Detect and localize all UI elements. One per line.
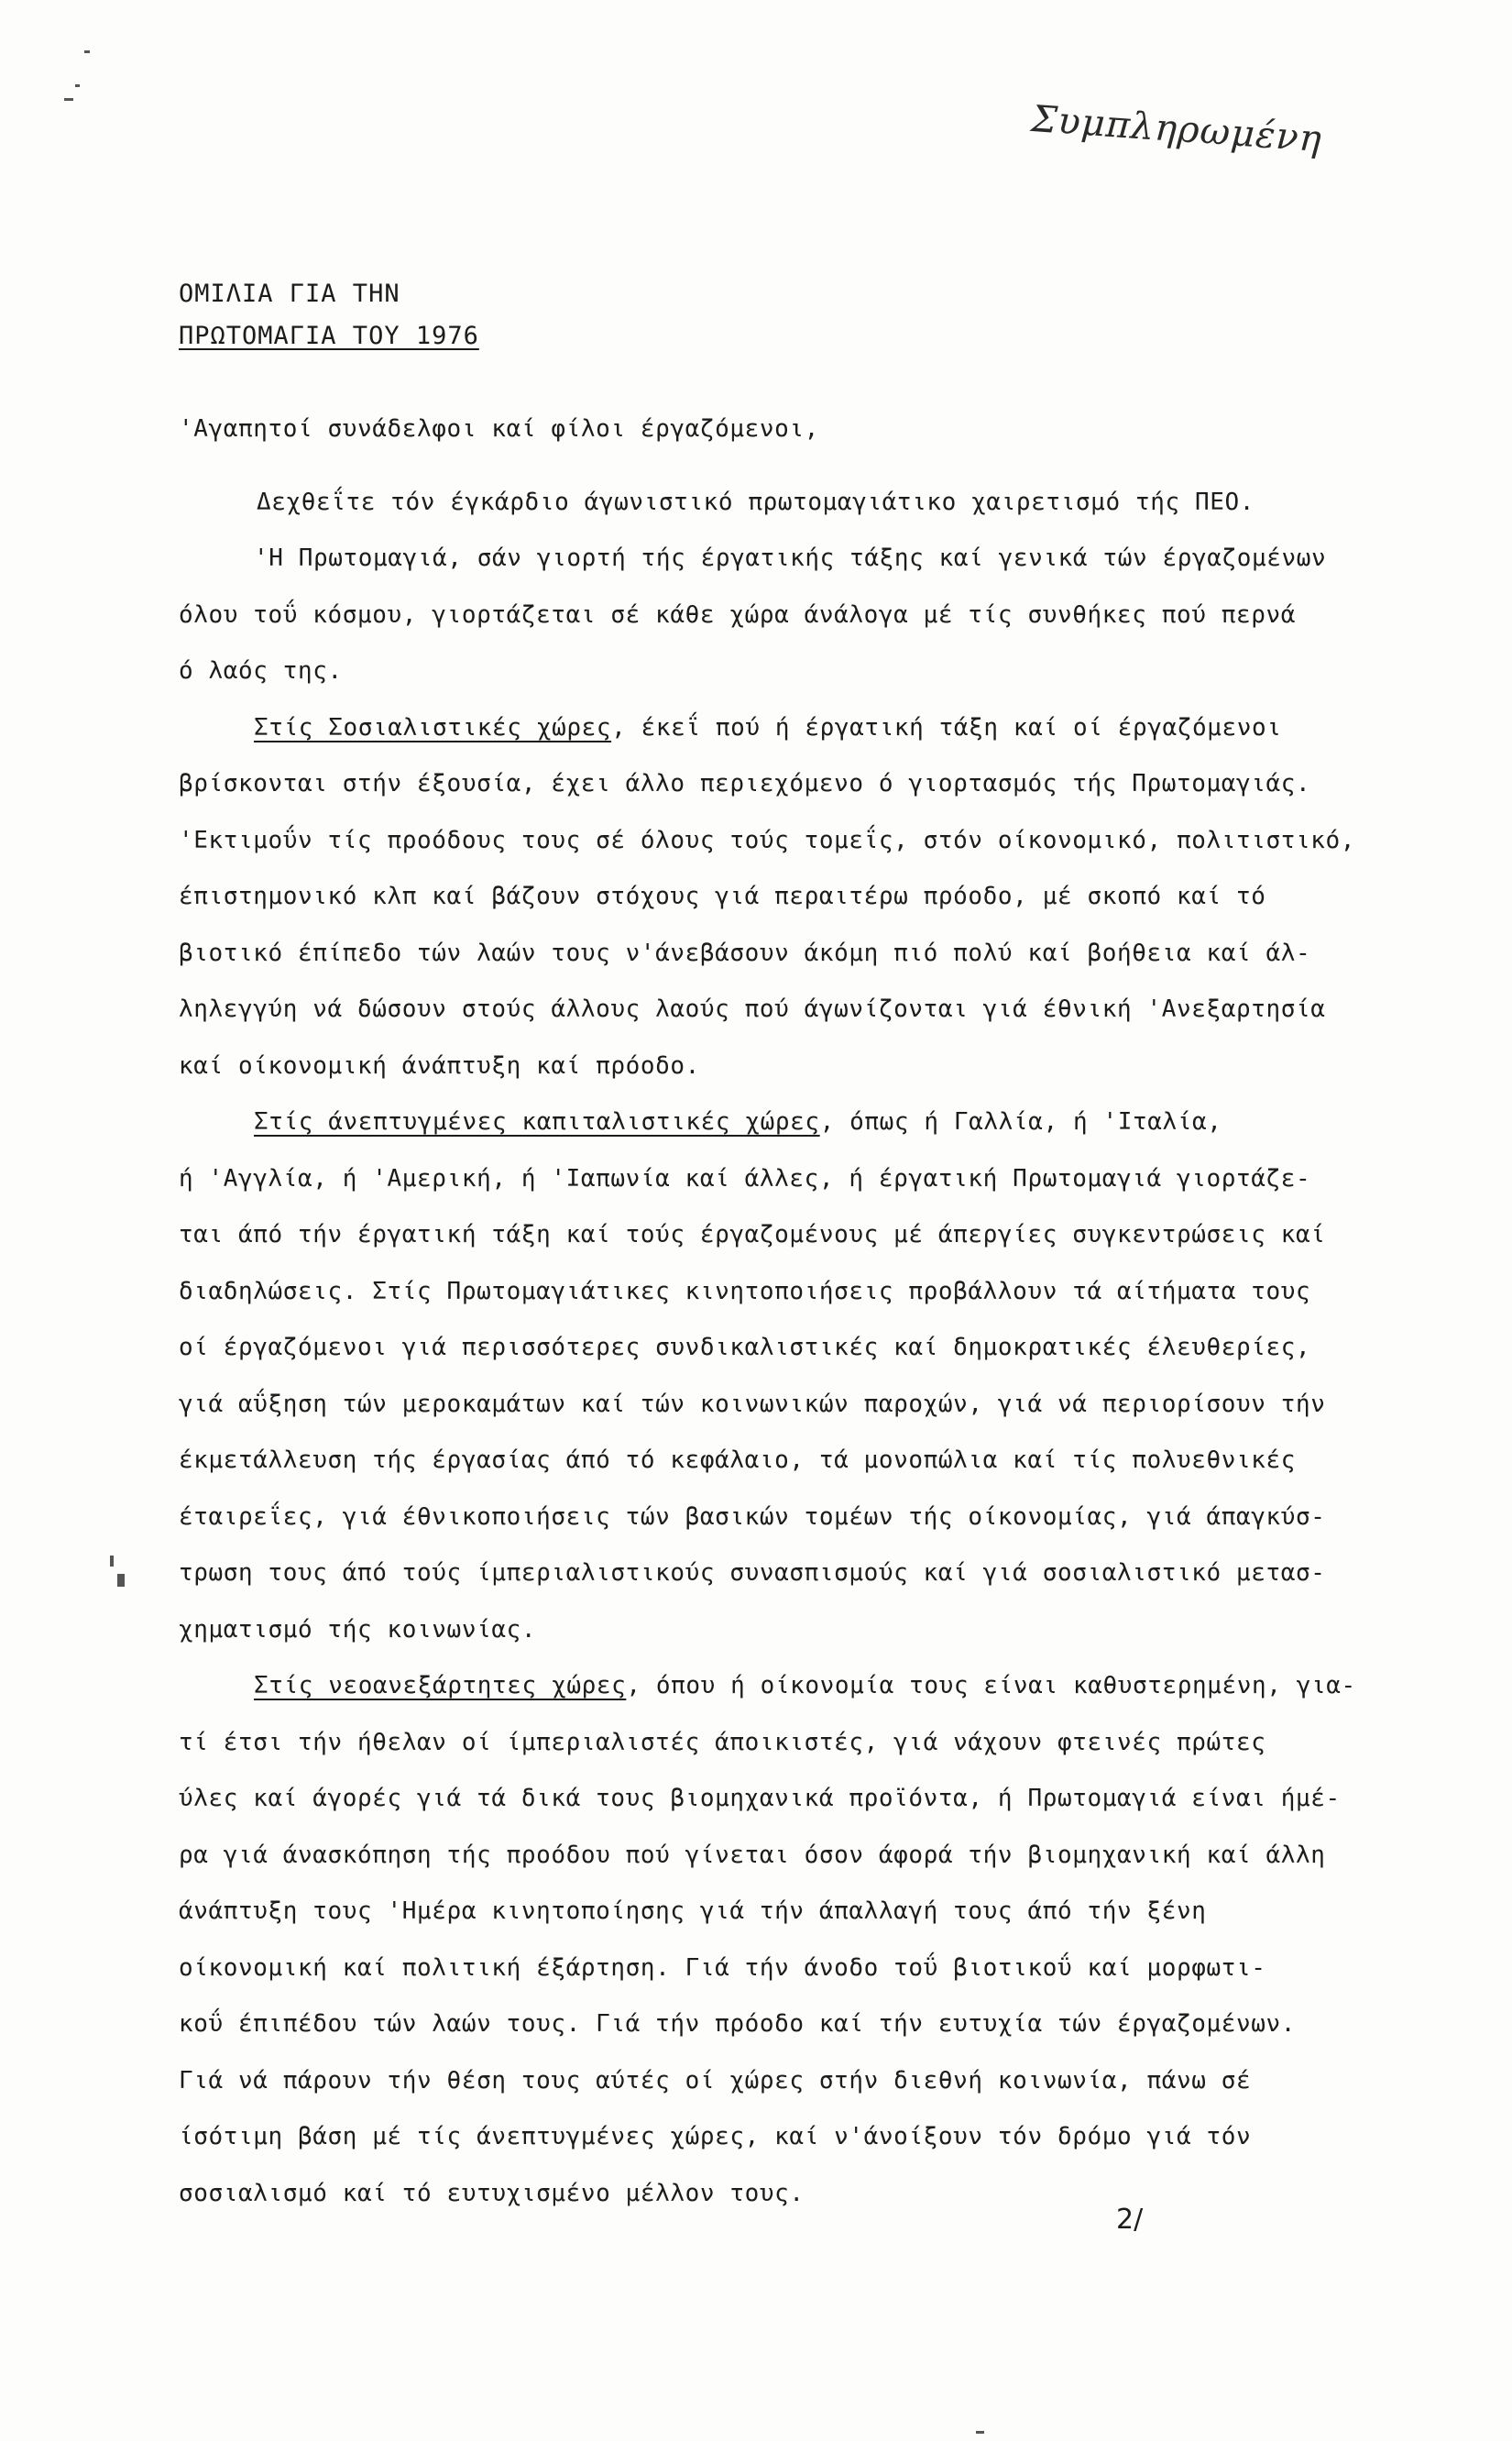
- stray-mark: [976, 2431, 984, 2434]
- paragraph-4-line: Γιά νά πάρουν τήν θέση τους αύτές οί χώρες στήν διεθνή κοινωνία, πάνω σέ: [179, 2066, 1252, 2095]
- paragraph-4-line: κοΰ έπιπέδου τών λαών τους. Γιά τήν πρόοδο καί τήν ευτυχία τών έργαζομένων.: [179, 2010, 1296, 2038]
- document-title: [179, 273, 479, 357]
- paragraph-4-line: τί έτσι τήν ήθελαν οί ίμπεριαλιστές άποικιστές, γιά νάχουν φτεινές πρώτες: [179, 1728, 1266, 1756]
- stray-mark: [64, 98, 73, 101]
- paragraph-1-line: ό λαός της.: [179, 657, 343, 685]
- underlined-heading: Στίς νεοανεξάρτητες χώρες: [254, 1672, 627, 1699]
- title-line-1: ΟΜΙΛΙΑ ΓΙΑ ΤΗΝ: [179, 280, 400, 308]
- paragraph-2-line: βρίσκονται στήν έξουσία, έχει άλλο περιεχόμενο ό γιορτασμός τής Πρωτομαγιάς.: [179, 770, 1311, 797]
- paragraph-1-line: 'Η Πρωτομαγιά, σάν γιορτή τής έργατικής τάξης καί γενικά τών έργαζομένων: [254, 544, 1327, 572]
- stray-mark: [84, 50, 90, 53]
- paragraph-3-line: οί έργαζόμενοι γιά περισσότερες συνδικαλιστικές καί δημοκρατικές έλευθερίες,: [179, 1334, 1311, 1361]
- salutation: 'Αγαπητοί συνάδελφοι καί φίλοι έργαζόμενοι,: [179, 415, 819, 443]
- paragraph-2-line: 'Εκτιμοΰν τίς προόδους τους σέ όλους τούς τομεΐς, στόν οίκονομικό, πολιτιστικό,: [179, 826, 1356, 854]
- paragraph-4-line: σοσιαλισμό καί τό ευτυχισμένο μέλλον τους.: [179, 2179, 805, 2207]
- title-line-2: ΠΡΩΤΟΜΑΓΙΑ ΤΟΥ 1976: [179, 322, 479, 350]
- handwritten-note: Συμπληρωμένη: [1029, 97, 1324, 161]
- paragraph-3-line: ται άπό τήν έργατική τάξη καί τούς έργαζομένους μέ άπεργίες συγκεντρώσεις καί: [179, 1221, 1326, 1248]
- paragraph-3-lead-text: , όπως ή Γαλλία, ή 'Ιταλία,: [819, 1108, 1222, 1136]
- paragraph-4-lead-text: , όπου ή οίκονομία τους είναι καθυστερημένη, για-: [626, 1672, 1356, 1699]
- paragraph-2-line: βιοτικό έπίπεδο τών λαών τους ν'άνεβάσουν άκόμη πιό πολύ καί βοήθεια καί άλ-: [179, 939, 1311, 967]
- paragraph-3-line: τρωση τους άπό τούς ίμπεριαλιστικούς συνασπισμούς καί γιά σοσιαλιστικό μετασ-: [179, 1559, 1326, 1587]
- greeting: Δεχθεΐτε τόν έγκάρδιο άγωνιστικό πρωτομαγιάτικο χαιρετισμό τής ΠΕΟ.: [257, 488, 1255, 516]
- document-body: [179, 401, 1388, 2222]
- paragraph-2-first-line: [179, 700, 1388, 757]
- stray-mark: [75, 84, 80, 87]
- paragraph-2-line: έπιστημονικό κλπ καί βάζουν στόχους γιά περαιτέρω πρόοδο, μέ σκοπό καί τό: [179, 883, 1266, 910]
- paragraph-3-first-line: [179, 1094, 1388, 1151]
- paragraph-3-line: έκμετάλλευση τής έργασίας άπό τό κεφάλαιο, τά μονοπώλια καί τίς πολυεθνικές: [179, 1446, 1296, 1474]
- paragraph-3-line: διαδηλώσεις. Στίς Πρωτομαγιάτικες κινητοποιήσεις προβάλλουν τά αίτήματα τους: [179, 1277, 1311, 1305]
- paragraph-3-line: έταιρεΐες, γιά έθνικοποιήσεις τών βασικών τομέων τής οίκονομίας, γιά άπαγκύσ-: [179, 1502, 1326, 1531]
- underlined-heading: Στίς Σοσιαλιστικές χώρες: [254, 713, 612, 742]
- paragraph-2-line: ληλεγγύη νά δώσουν στούς άλλους λαούς πού άγωνίζονται γιά έθνική 'Ανεξαρτησία: [179, 995, 1326, 1023]
- paragraph-3-line: ή 'Αγγλία, ή 'Αμερική, ή 'Ιαπωνία καί άλλες, ή έργατική Πρωτομαγιά γιορτάζε-: [179, 1164, 1311, 1193]
- paragraph-1-line: όλου τοΰ κόσμου, γιορτάζεται σέ κάθε χώρα άνάλογα μέ τίς συνθήκες πού περνά: [179, 600, 1296, 629]
- paragraph-4-line: ίσότιμη βάση μέ τίς άνεπτυγμένες χώρες, καί ν'άνοίξουν τόν δρόμο γιά τόν: [179, 2123, 1252, 2150]
- stray-mark: [117, 1574, 125, 1587]
- paragraph-4-line: ύλες καί άγορές γιά τά δικά τους βιομηχανικά προϊόντα, ή Πρωτομαγιά είναι ήμέ-: [179, 1785, 1341, 1812]
- paragraph-3-line: χηματισμό τής κοινωνίας.: [179, 1615, 537, 1644]
- paragraph-4-line: ρα γιά άνασκόπηση τής προόδου πού γίνεται όσον άφορά τήν βιομηχανική καί άλλη: [179, 1841, 1326, 1869]
- page-number: 2/: [1116, 2204, 1144, 2236]
- paragraph-2-lead-text: , έκεΐ πού ή έργατική τάξη καί οί έργαζόμενοι: [611, 713, 1282, 742]
- paragraph-2-line: καί οίκονομική άνάπτυξη καί πρόοδο.: [179, 1051, 700, 1080]
- underlined-heading: Στίς άνεπτυγμένες καπιταλιστικές χώρες: [254, 1108, 820, 1136]
- stray-mark: [110, 1556, 114, 1567]
- paragraph-4-line: άνάπτυξη τους 'Ημέρα κινητοποίησης γιά τήν άπαλλαγή τους άπό τήν ξένη: [179, 1897, 1207, 1925]
- paragraph-4-first-line: [179, 1658, 1388, 1715]
- paragraph-4-line: οίκονομική καί πολιτική έξάρτηση. Γιά τήν άνοδο τοΰ βιοτικοΰ καί μορφωτι-: [179, 1953, 1266, 1982]
- paragraph-3-line: γιά αΰξηση τών μεροκαμάτων καί τών κοινωνικών παροχών, γιά νά περιορίσουν τήν: [179, 1390, 1326, 1418]
